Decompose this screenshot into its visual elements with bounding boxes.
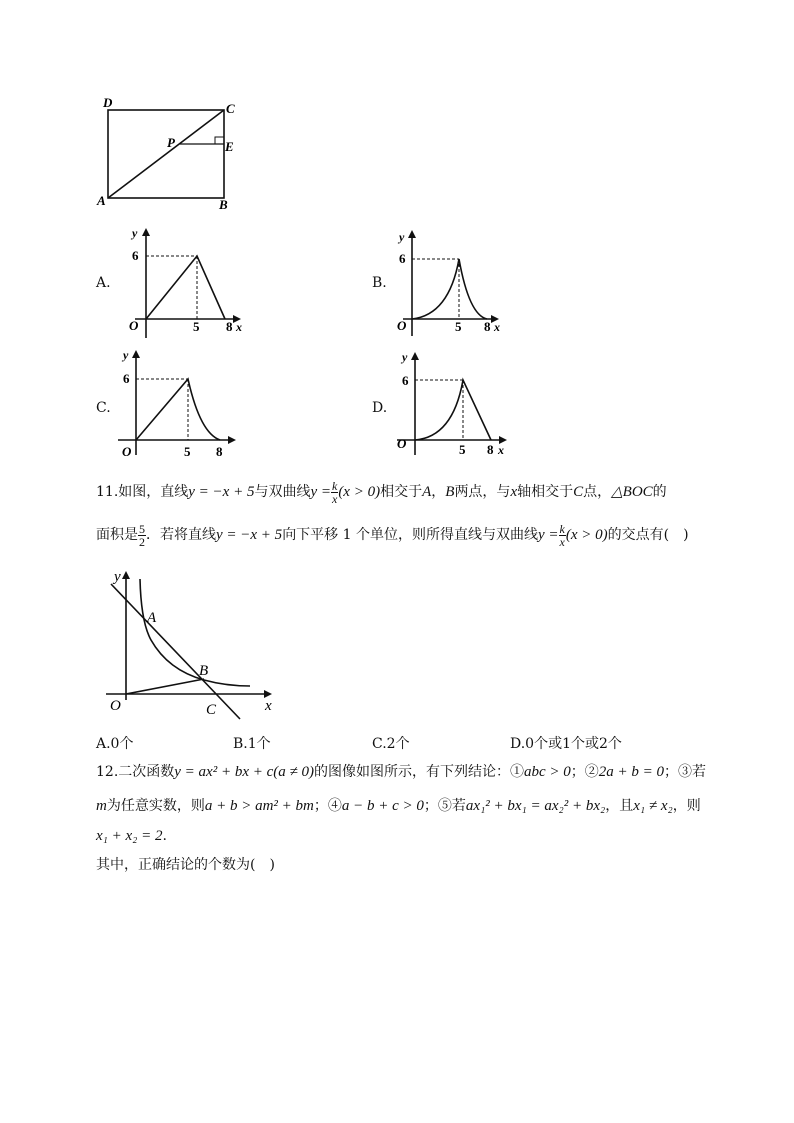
- q12-conclusion-5b: x₁ ≠ x₂: [633, 798, 673, 814]
- option-c-label[interactable]: C.: [96, 400, 111, 416]
- q11-option-c[interactable]: C.2个: [372, 736, 410, 752]
- x-tick-5: 5: [455, 319, 462, 334]
- x-arrow-icon: [264, 690, 272, 698]
- y-label: y: [114, 569, 121, 585]
- q12-semi1: ；②: [570, 764, 599, 780]
- graph-curve: [415, 380, 491, 440]
- q12-prefix: 12.二次函数: [96, 764, 175, 780]
- diagonal-ac: [108, 110, 224, 198]
- option-a-label[interactable]: A.: [96, 275, 111, 291]
- q12-period: .: [162, 828, 167, 844]
- x-tick-8: 8: [226, 319, 233, 334]
- right-angle-mark: [215, 137, 224, 144]
- q12-line2: [96, 796, 701, 816]
- q11-line2-mid: ．若将直线: [146, 527, 216, 543]
- y-label: y: [402, 350, 408, 364]
- x-label: x: [494, 320, 500, 334]
- origin-label: O: [397, 318, 407, 333]
- y-label: y: [123, 348, 129, 362]
- q11-line2: [96, 520, 689, 550]
- q11-mid3: 轴相交于: [517, 484, 574, 500]
- q11-pt-b: B: [445, 484, 455, 500]
- q12-mid: 的图像如图所示，有下列结论：①: [313, 764, 524, 780]
- q11-pt-a: A: [422, 484, 432, 500]
- q12-conclusion-5: ax₁² + bx₁ = ax₂² + bx₂: [465, 798, 606, 814]
- x-label: x: [236, 320, 242, 334]
- q11-option-b[interactable]: B.1个: [233, 736, 271, 752]
- segment-ob: [126, 679, 204, 694]
- origin-label: O: [110, 698, 121, 714]
- option-b-label[interactable]: B.: [372, 275, 387, 291]
- q11-prefix: 11.如图，直线: [96, 484, 189, 500]
- frac-den: x: [331, 491, 338, 506]
- q12-and: ，且: [605, 798, 634, 814]
- q11-option-a[interactable]: A.0个: [96, 736, 134, 752]
- q12-question: 其中，正确结论的个数为( ): [96, 857, 275, 873]
- graph-curve: [146, 256, 225, 319]
- graph-curve: [136, 379, 220, 440]
- x-tick-5: 5: [193, 319, 200, 334]
- option-a-graph[interactable]: [115, 225, 255, 340]
- origin-label: O: [397, 436, 407, 451]
- q11-mid4: 点，: [583, 484, 612, 500]
- x-tick-8: 8: [216, 444, 223, 459]
- q11-cond-2: (x > 0): [565, 527, 608, 543]
- q11-end: 的: [652, 484, 667, 500]
- x-label: x: [265, 698, 272, 714]
- option-d-graph[interactable]: [385, 345, 525, 460]
- q12-conclusion-5c: x₁ + x₂ = 2: [96, 828, 163, 844]
- q12-semi3: ；④: [313, 798, 342, 814]
- y-tick-6: 6: [132, 248, 139, 263]
- q11-option-d[interactable]: D.0个或1个或2个: [510, 736, 622, 752]
- q12-func: y = ax² + bx + c(a ≠ 0): [174, 764, 314, 780]
- frac-den-2: x: [559, 534, 565, 549]
- q11-line-eq: y = −x + 5: [188, 484, 255, 500]
- y-arrow-icon: [132, 350, 140, 358]
- q12-m: m: [96, 798, 107, 814]
- q12-line2-mid: 为任意实数，则: [106, 798, 205, 814]
- y-arrow-icon: [122, 571, 130, 579]
- q12-then: ，则: [672, 798, 701, 814]
- q12-conclusion-2: 2a + b = 0: [598, 764, 665, 780]
- y-tick-6: 6: [123, 371, 130, 386]
- q12-line1: [96, 762, 706, 782]
- label-c: C: [226, 101, 235, 116]
- q12-conclusion-3: a + b > am² + bm: [204, 798, 314, 814]
- y-tick-6: 6: [399, 251, 406, 266]
- q12-semi2: ；③若: [664, 764, 707, 780]
- option-c-graph[interactable]: [110, 345, 250, 460]
- q11-mid2: 两点，与: [454, 484, 511, 500]
- q11-area-prefix: 面积是: [96, 527, 138, 543]
- q11-hyp-lhs-2: y =: [538, 527, 559, 543]
- label-b: B: [219, 197, 228, 212]
- rectangle-figure: [95, 95, 255, 215]
- q11-mid: 相交于: [380, 484, 423, 500]
- q11-line2-mid2: 向下平移 1 个单位，则所得直线与双曲线: [282, 527, 538, 543]
- q11-graph: [98, 562, 288, 722]
- area-num: 5: [139, 521, 145, 536]
- q11-hyp-fraction-2: [559, 523, 566, 548]
- option-b-graph[interactable]: [385, 225, 525, 340]
- point-c-label: C: [206, 702, 217, 718]
- y-label: y: [399, 230, 405, 244]
- point-a-label: A: [147, 610, 157, 626]
- line-y-neg-x-plus-5: [111, 584, 240, 719]
- origin-label: O: [122, 444, 132, 459]
- x-tick-8: 8: [487, 442, 494, 457]
- q11-line2-end: 的交点有( ): [607, 527, 689, 543]
- graph-curve: [412, 259, 487, 319]
- x-tick-5: 5: [459, 442, 466, 457]
- q11-triangle: △BOC: [611, 484, 653, 500]
- q11-area-fraction: [138, 523, 146, 548]
- q11-sep: ，: [431, 484, 446, 500]
- label-d: D: [103, 95, 113, 110]
- q11-with-hyperbola: 与双曲线: [254, 484, 311, 500]
- x-arrow-icon: [228, 436, 236, 444]
- q12-conclusion-4: a − b + c > 0: [341, 798, 424, 814]
- label-e: E: [225, 139, 234, 154]
- y-arrow-icon: [142, 228, 150, 236]
- q12-conclusion-1: abc > 0: [523, 764, 571, 780]
- q11-axis-x: x: [510, 484, 518, 500]
- q11-line-eq-2: y = −x + 5: [216, 527, 283, 543]
- x-label: x: [498, 443, 504, 457]
- q11-line1: [96, 477, 667, 507]
- point-b-label: B: [199, 663, 209, 679]
- y-arrow-icon: [411, 352, 419, 360]
- y-arrow-icon: [408, 230, 416, 238]
- label-a: A: [97, 193, 106, 208]
- y-label: y: [132, 226, 138, 240]
- q12-line3: [96, 826, 167, 846]
- y-tick-6: 6: [402, 373, 409, 388]
- q11-pt-c: C: [573, 484, 584, 500]
- area-den: 2: [139, 534, 145, 549]
- x-tick-5: 5: [184, 444, 191, 459]
- q11-cond: (x > 0): [338, 484, 381, 500]
- x-tick-8: 8: [484, 319, 491, 334]
- label-p: P: [167, 135, 175, 150]
- option-d-label[interactable]: D.: [372, 400, 388, 416]
- frac-num: k: [331, 478, 338, 493]
- q12-semi4: ；⑤若: [423, 798, 466, 814]
- q11-hyp-lhs: y =: [310, 484, 331, 500]
- frac-num-2: k: [559, 521, 565, 536]
- origin-label: O: [129, 318, 139, 333]
